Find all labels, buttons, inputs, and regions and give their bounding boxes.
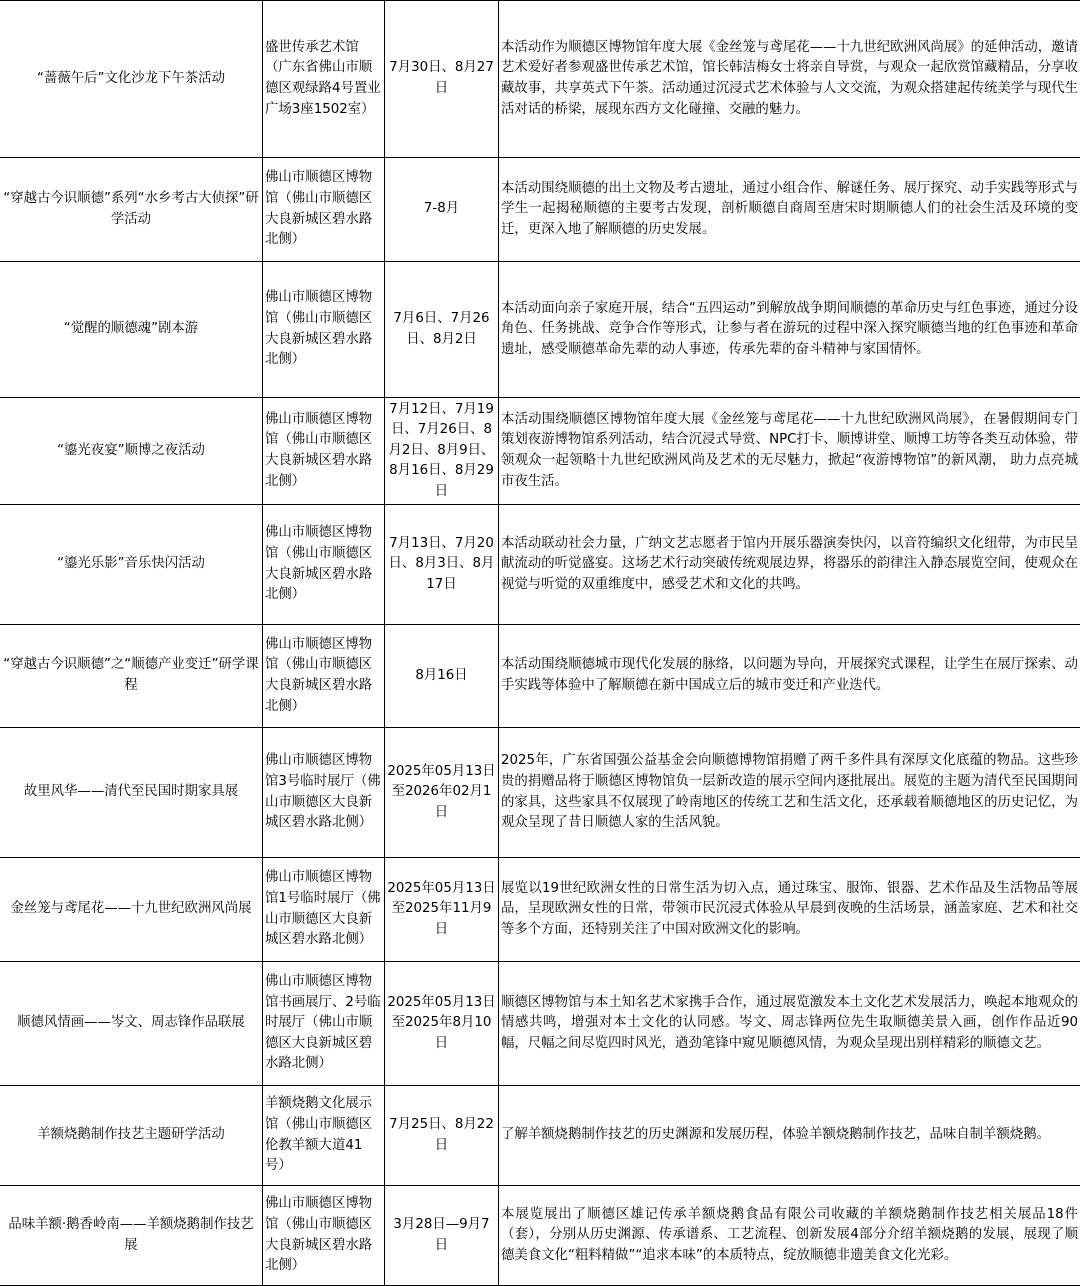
activity-name: “穿越古今识顺德”之“顺德产业变迁”研学课程 xyxy=(0,625,263,728)
activity-name: “蔷薇午后”文化沙龙下午茶活动 xyxy=(0,1,263,158)
table-row xyxy=(0,858,1080,962)
date: 7-8月 xyxy=(385,158,499,262)
description: 本活动面向亲子家庭开展，结合“五四运动”到解放战争期间顺德的革命历史与红色事迹，通过分设角色、任务挑战、竞争合作等形式，让参与者在游玩的过程中深入探究顺德当地的红色事迹和革命遗址，感受顺德革命先辈的动人事迹，传承先辈的奋斗精神与家国情怀。 xyxy=(499,262,1080,398)
venue: 佛山市顺德区博物馆3号临时展厅（佛山市顺德区大良新城区碧水路北侧） xyxy=(263,728,385,858)
date: 7月25日、8月22日 xyxy=(385,1086,499,1186)
venue: 盛世传承艺术馆（广东省佛山市顺德区观绿路4号置业广场3座1502室） xyxy=(263,1,385,158)
activity-name: 品味羊额·鹅香岭南——羊额烧鹅制作技艺展 xyxy=(0,1186,263,1286)
table-row xyxy=(0,728,1080,858)
table-row xyxy=(0,505,1080,625)
venue: 佛山市顺德区博物馆1号临时展厅（佛山市顺德区大良新城区碧水路北侧） xyxy=(263,858,385,962)
date: 3月28日—9月7日 xyxy=(385,1186,499,1286)
activity-name: 羊额烧鹅制作技艺主题研学活动 xyxy=(0,1086,263,1186)
date: 8月16日 xyxy=(385,625,499,728)
activity-name: “穿越古今识顺德”系列“水乡考古大侦探”研学活动 xyxy=(0,158,263,262)
venue: 佛山市顺德区博物馆书画展厅、2号临时展厅（佛山市顺德区大良新城区碧水路北侧） xyxy=(263,962,385,1086)
activity-name: 金丝笼与鸢尾花——十九世纪欧洲风尚展 xyxy=(0,858,263,962)
activity-name: “觉醒的顺德魂”剧本游 xyxy=(0,262,263,398)
description: 本活动围绕顺德的出土文物及考古遗址，通过小组合作、解谜任务、展厅探究、动手实践等形式与学生一起揭秘顺德的主要考古发现，剖析顺德自商周至唐宋时期顺德人们的社会生活及环境的变迁，更深入地了解顺德的历史发展。 xyxy=(499,158,1080,262)
description: 了解羊额烧鹅制作技艺的历史渊源和发展历程，体验羊额烧鹅制作技艺，品味自制羊额烧鹅。 xyxy=(499,1086,1080,1186)
venue: 佛山市顺德区博物馆（佛山市顺德区大良新城区碧水路北侧） xyxy=(263,262,385,398)
description: 顺德区博物馆与本土知名艺术家携手合作，通过展览激发本土文化艺术发展活力，唤起本地观众的情感共鸣，增强对本土文化的认同感。岑文、周志锋两位先生取顺德美景入画，创作作品近90幅，尺幅之间尽览四时风光，遒劲笔锋中窥见顺德风情，为观众呈现出别样精彩的顺德文艺。 xyxy=(499,962,1080,1086)
date: 2025年05月13日至2025年8月10日 xyxy=(385,962,499,1086)
activity-name: “鎏光乐影”音乐快闪活动 xyxy=(0,505,263,625)
date: 2025年05月13日至2026年02月1日 xyxy=(385,728,499,858)
table-row xyxy=(0,158,1080,262)
table-row xyxy=(0,1,1080,158)
table-row xyxy=(0,1186,1080,1286)
activity-name: “鎏光夜宴”顺博之夜活动 xyxy=(0,398,263,505)
table-row xyxy=(0,262,1080,398)
description: 本展览展出了顺德区雄记传承羊额烧鹅食品有限公司收藏的羊额烧鹅制作技艺相关展品18件（套），分别从历史渊源、传承谱系、工艺流程、创新发展4部分介绍羊额烧鹅的发展，展现了顺德美食文化“粗料精做”“追求本味”的本质特点，绽放顺德非遗美食文化光彩。 xyxy=(499,1186,1080,1286)
venue: 佛山市顺德区博物馆（佛山市顺德区大良新城区碧水路北侧） xyxy=(263,505,385,625)
description: 展览以19世纪欧洲女性的日常生活为切入点，通过珠宝、服饰、银器、艺术作品及生活物品等展品，呈现欧洲女性的日常，带领市民沉浸式体验从早晨到夜晚的生活场景，涵盖家庭、艺术和社交等多个方面，还特别关注了中国对欧洲文化的影响。 xyxy=(499,858,1080,962)
activity-name: 顺德风情画——岑文、周志锋作品联展 xyxy=(0,962,263,1086)
table-row xyxy=(0,962,1080,1086)
table-row xyxy=(0,1086,1080,1186)
venue: 羊额烧鹅文化展示馆（佛山市顺德区伦教羊额大道41号） xyxy=(263,1086,385,1186)
description: 2025年，广东省国强公益基金会向顺德博物馆捐赠了两千多件具有深厚文化底蕴的物品。这些珍贵的捐赠品将于顺德区博物馆负一层新改造的展示空间内逐批展出。展览的主题为清代至民国期间的家具，这些家具不仅展现了岭南地区的传统工艺和生活文化，还承载着顺德地区的历史记忆，为观众呈现了昔日顺德人家的生活风貌。 xyxy=(499,728,1080,858)
table-row xyxy=(0,625,1080,728)
venue: 佛山市顺德区博物馆（佛山市顺德区大良新城区碧水路北侧） xyxy=(263,398,385,505)
date: 7月6日、7月26日、8月2日 xyxy=(385,262,499,398)
venue: 佛山市顺德区博物馆（佛山市顺德区大良新城区碧水路北侧） xyxy=(263,1186,385,1286)
date: 7月30日、8月27日 xyxy=(385,1,499,158)
venue: 佛山市顺德区博物馆（佛山市顺德区大良新城区碧水路北侧） xyxy=(263,625,385,728)
table-row xyxy=(0,398,1080,505)
description: 本活动联动社会力量，广纳文艺志愿者于馆内开展乐器演奏快闪，以音符编织文化纽带，为市民呈献流动的听觉盛宴。这场艺术行动突破传统观展边界，将器乐的韵律注入静态展览空间，使观众在视觉与听觉的双重维度中，感受艺术和文化的共鸣。 xyxy=(499,505,1080,625)
date: 2025年05月13日至2025年11月9日 xyxy=(385,858,499,962)
date: 7月12日、7月19日、7月26日、8月2日、8月9日、8月16日、8月29日 xyxy=(385,398,499,505)
venue: 佛山市顺德区博物馆（佛山市顺德区大良新城区碧水路北侧） xyxy=(263,158,385,262)
description: 本活动作为顺德区博物馆年度大展《金丝笼与鸢尾花——十九世纪欧洲风尚展》的延伸活动，邀请艺术爱好者参观盛世传承艺术馆，馆长韩洁梅女士将亲自导赏，与观众一起欣赏馆藏精品，分享收藏故事，共享英式下午茶。活动通过沉浸式艺术体验与人文交流，为观众搭建起传统美学与现代生活对话的桥梁，展现东西方文化碰撞、交融的魅力。 xyxy=(499,1,1080,158)
description: 本活动围绕顺德区博物馆年度大展《金丝笼与鸢尾花——十九世纪欧洲风尚展》，在暑假期间专门策划夜游博物馆系列活动，结合沉浸式导赏、NPC打卡、顺博讲堂、顺博工坊等各类互动体验，带领观众一起领略十九世纪欧洲风尚及艺术的无尽魅力，掀起“夜游博物馆”的新风潮， 助力点亮城市夜生活。 xyxy=(499,398,1080,505)
activity-name: 故里风华——清代至民国时期家具展 xyxy=(0,728,263,858)
date: 7月13日、7月20日、8月3日、8月17日 xyxy=(385,505,499,625)
description: 本活动围绕顺德城市现代化发展的脉络，以问题为导向，开展探究式课程，让学生在展厅探索、动手实践等体验中了解顺德在新中国成立后的城市变迁和产业迭代。 xyxy=(499,625,1080,728)
